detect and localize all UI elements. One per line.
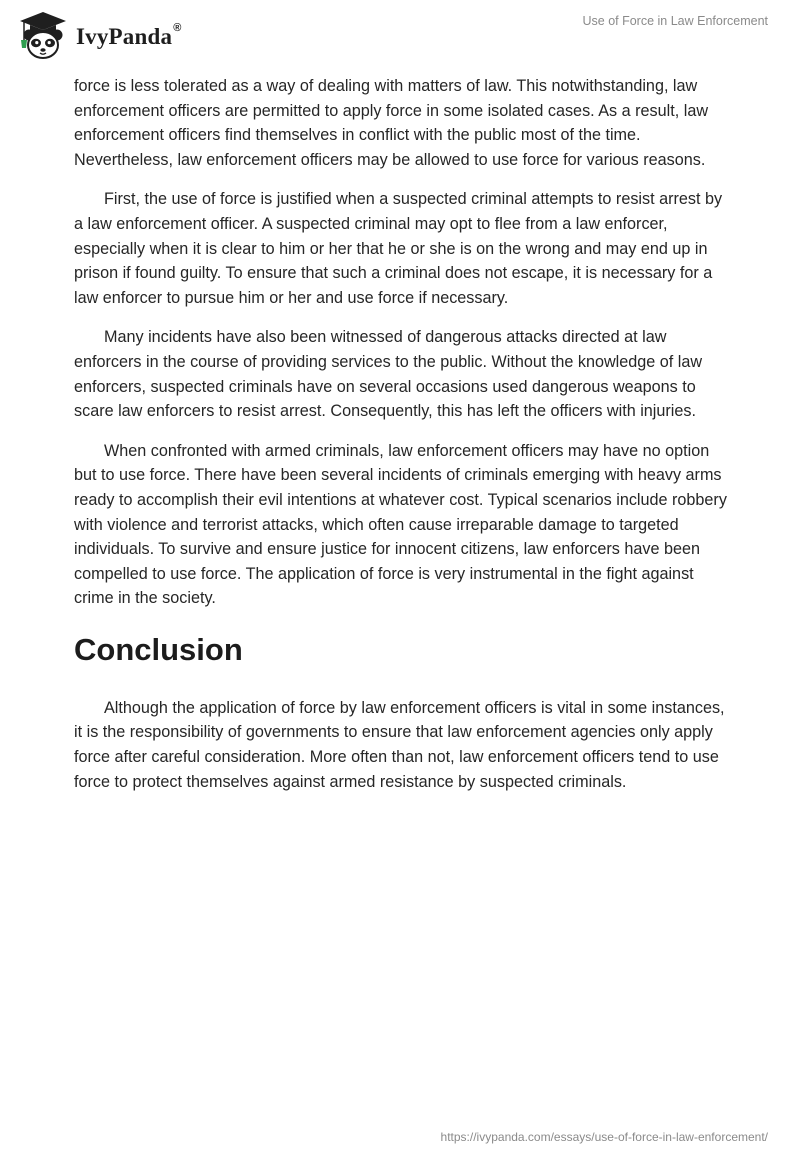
page-header <box>0 0 800 70</box>
paragraph-dangerous-attacks: Many incidents have also been witnessed of dangerous attacks directed at law enforcers in the course of providing services to the public. Without the knowledge of law enforcers, suspected criminals have on several occasions used dangerous weapons to scare law enforcers to resist arrest. Consequently, this has left the officers with injuries. <box>74 328 703 421</box>
paragraph-conclusion: Although the application of force by law enforcement officers is vital in some instances, it is the responsibility of governments to ensure that law enforcement agencies only apply force after careful consideration. More often than not, law enforcement officers tend to use force to protect themselves against armed resistance by suspected criminals. <box>74 698 725 791</box>
brand-name <box>76 24 182 50</box>
ivypanda-logo[interactable] <box>14 8 182 64</box>
paragraph-resist-arrest: First, the use of force is justified when a suspected criminal attempts to resist arrest by a law enforcement officer. A suspected criminal may opt to flee from a law enforcer, especially when it is clear to him or her that he or she is on the wrong and may end up in prison if found guilty. To ensure that such a criminal does not escape, it is necessary for a law enforcer to pursue him or her and use force if necessary. <box>74 190 723 307</box>
brand-text: IvyPanda <box>76 24 173 49</box>
conclusion-heading: Conclusion <box>74 631 243 667</box>
source-url[interactable]: https://ivypanda.com/essays/use-of-force-in-law-enforcement/ <box>440 1130 768 1144</box>
registered-mark: ® <box>173 22 182 35</box>
paragraph-continuation: force is less tolerated as a way of dealing with matters of law. This notwithstanding, law enforcement officers are permitted to apply force in some isolated cases. As a result, law enforcement officers find themselves in conflict with the public most of the time. Nevertheless, law enforcement officers may be allowed to use force for various reasons. <box>74 77 709 169</box>
paragraph-armed-criminals: When confronted with armed criminals, law enforcement officers may have no option but to use force. There have been several incidents of criminals emerging with heavy arms ready to accomplish their evil intentions at whatever cost. Typical scenarios include robbery with violence and terrorist attacks, which often cause irreparable damage to targeted individuals. To survive and ensure justice for innocent citizens, law enforcers have been compelled to use force. The application of force is very instrumental in the fight against crime in the society. <box>74 441 727 608</box>
essay-content <box>74 74 734 809</box>
document-title: Use of Force in Law Enforcement <box>582 14 768 28</box>
panda-graduation-cap-icon <box>14 10 72 62</box>
